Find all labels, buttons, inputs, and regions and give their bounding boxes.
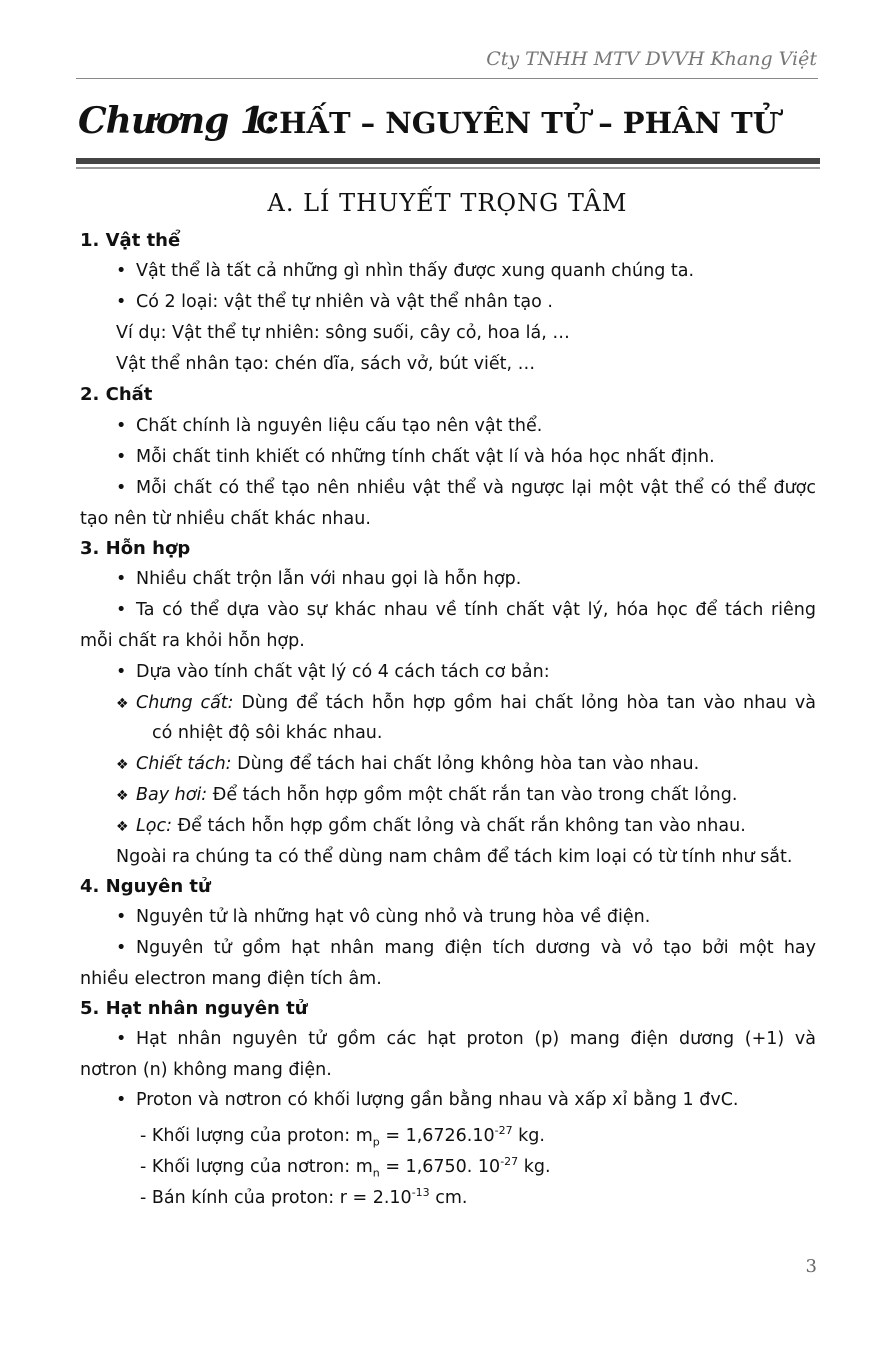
method-item bbox=[116, 783, 737, 808]
list-item bbox=[116, 414, 542, 438]
list-item-text: Hạt nhân nguyên tử gồm các hạt proton (p) mang điện dương (+1) và bbox=[136, 1029, 816, 1049]
formula-exponent: -27 bbox=[494, 1124, 513, 1137]
formula-text: - Khối lượng của nơtron: m bbox=[140, 1156, 373, 1177]
list-item bbox=[116, 445, 715, 469]
example-line: Ví dụ: Vật thể tự nhiên: sông suối, cây cỏ, hoa lá, … bbox=[116, 323, 570, 343]
method-text: Để tách hỗn hợp gồm một chất rắn tan vào trong chất lỏng. bbox=[212, 785, 738, 805]
list-item-text: Dựa vào tính chất vật lý có 4 cách tách cơ bản: bbox=[136, 662, 550, 682]
list-item bbox=[116, 1027, 816, 1051]
list-item-continuation: tạo nên từ nhiều chất khác nhau. bbox=[80, 509, 371, 529]
diamond-bullet-icon: ❖ bbox=[116, 757, 129, 773]
list-item bbox=[116, 936, 816, 960]
chapter-rule-thin bbox=[76, 167, 820, 169]
formula-exponent: -13 bbox=[411, 1186, 430, 1199]
formula-text: = 1,6726.10 bbox=[379, 1125, 495, 1146]
method-term: Bay hơi: bbox=[136, 785, 208, 805]
list-item bbox=[116, 476, 816, 500]
formula-text: - Bán kính của proton: r = 2.10 bbox=[140, 1187, 412, 1208]
section-2-heading: 2. Chất bbox=[80, 384, 153, 405]
method-term: Lọc: bbox=[136, 816, 172, 836]
list-item bbox=[116, 598, 816, 622]
list-item bbox=[116, 660, 550, 684]
formula-text: kg. bbox=[512, 1125, 545, 1146]
method-item bbox=[116, 752, 699, 777]
list-item-text: Nhiều chất trộn lẫn với nhau gọi là hỗn hợp. bbox=[136, 569, 522, 589]
formula-text: - Khối lượng của proton: m bbox=[140, 1125, 373, 1146]
section-5-heading: 5. Hạt nhân nguyên tử bbox=[80, 998, 308, 1019]
example-line: Vật thể nhân tạo: chén dĩa, sách vở, bút viết, … bbox=[116, 354, 536, 374]
list-item-text: Ta có thể dựa vào sự khác nhau về tính chất vật lý, hóa học để tách riêng bbox=[136, 600, 816, 620]
section-heading: A. LÍ THUYẾT TRỌNG TÂM bbox=[267, 189, 628, 217]
method-continuation: có nhiệt độ sôi khác nhau. bbox=[152, 723, 383, 743]
diamond-bullet-icon: ❖ bbox=[116, 696, 129, 712]
running-header: Cty TNHH MTV DVVH Khang Việt bbox=[486, 48, 817, 70]
method-item bbox=[116, 814, 746, 839]
method-text: Dùng để tách hai chất lỏng không hòa tan vào nhau. bbox=[237, 754, 700, 774]
list-item-text: Vật thể là tất cả những gì nhìn thấy được xung quanh chúng ta. bbox=[136, 261, 695, 281]
diamond-bullet-icon: ❖ bbox=[116, 788, 129, 804]
list-item bbox=[116, 290, 553, 314]
list-item-continuation: nơtron (n) không mang điện. bbox=[80, 1060, 332, 1080]
list-item bbox=[116, 905, 650, 929]
method-term: Chiết tách: bbox=[136, 754, 232, 774]
list-item-continuation: nhiều electron mang điện tích âm. bbox=[80, 969, 382, 989]
chapter-rule bbox=[76, 158, 820, 164]
chapter-number: Chương 1: bbox=[78, 100, 277, 142]
diamond-bullet-icon: ❖ bbox=[116, 819, 129, 835]
formula-proton-radius bbox=[140, 1181, 467, 1210]
method-item bbox=[116, 691, 816, 716]
list-item-text: Nguyên tử là những hạt vô cùng nhỏ và trung hòa về điện. bbox=[136, 907, 651, 927]
page-number: 3 bbox=[805, 1256, 817, 1277]
method-text: Dùng để tách hỗn hợp gồm hai chất lỏng hòa tan vào nhau và bbox=[241, 693, 816, 713]
list-item-text: Mỗi chất tinh khiết có những tính chất vật lí và hóa học nhất định. bbox=[136, 447, 715, 467]
formula-text: cm. bbox=[429, 1187, 468, 1208]
method-text: Để tách hỗn hợp gồm chất lỏng và chất rắn không tan vào nhau. bbox=[177, 816, 746, 836]
header-rule bbox=[76, 78, 818, 79]
formula-subscript: n bbox=[372, 1166, 380, 1180]
list-item bbox=[116, 1088, 739, 1112]
section-3-heading: 3. Hỗn hợp bbox=[80, 538, 191, 559]
list-item-text: Mỗi chất có thể tạo nên nhiều vật thể và ngược lại một vật thể có thể được bbox=[136, 478, 816, 498]
list-item bbox=[116, 259, 694, 283]
note-line: Ngoài ra chúng ta có thể dùng nam châm để tách kim loại có từ tính như sắt. bbox=[116, 847, 793, 867]
formula-subscript: p bbox=[372, 1135, 380, 1149]
formula-text: = 1,6750. 10 bbox=[379, 1156, 501, 1177]
list-item-text: Chất chính là nguyên liệu cấu tạo nên vật thể. bbox=[136, 416, 543, 436]
formula-text: kg. bbox=[518, 1156, 551, 1177]
list-item bbox=[116, 567, 521, 591]
section-1-heading: 1. Vật thể bbox=[80, 230, 181, 251]
section-4-heading: 4. Nguyên tử bbox=[80, 876, 211, 897]
list-item-text: Proton và nơtron có khối lượng gần bằng nhau và xấp xỉ bằng 1 đvC. bbox=[136, 1090, 739, 1110]
list-item-continuation: mỗi chất ra khỏi hỗn hợp. bbox=[80, 631, 305, 651]
formula-exponent: -27 bbox=[500, 1155, 519, 1168]
list-item-text: Có 2 loại: vật thể tự nhiên và vật thể nhân tạo . bbox=[136, 292, 553, 312]
chapter-title: CHẤT – NGUYÊN TỬ – PHÂN TỬ bbox=[256, 106, 778, 140]
list-item-text: Nguyên tử gồm hạt nhân mang điện tích dương và vỏ tạo bởi một hay bbox=[136, 938, 816, 958]
method-term: Chưng cất: bbox=[136, 693, 234, 713]
